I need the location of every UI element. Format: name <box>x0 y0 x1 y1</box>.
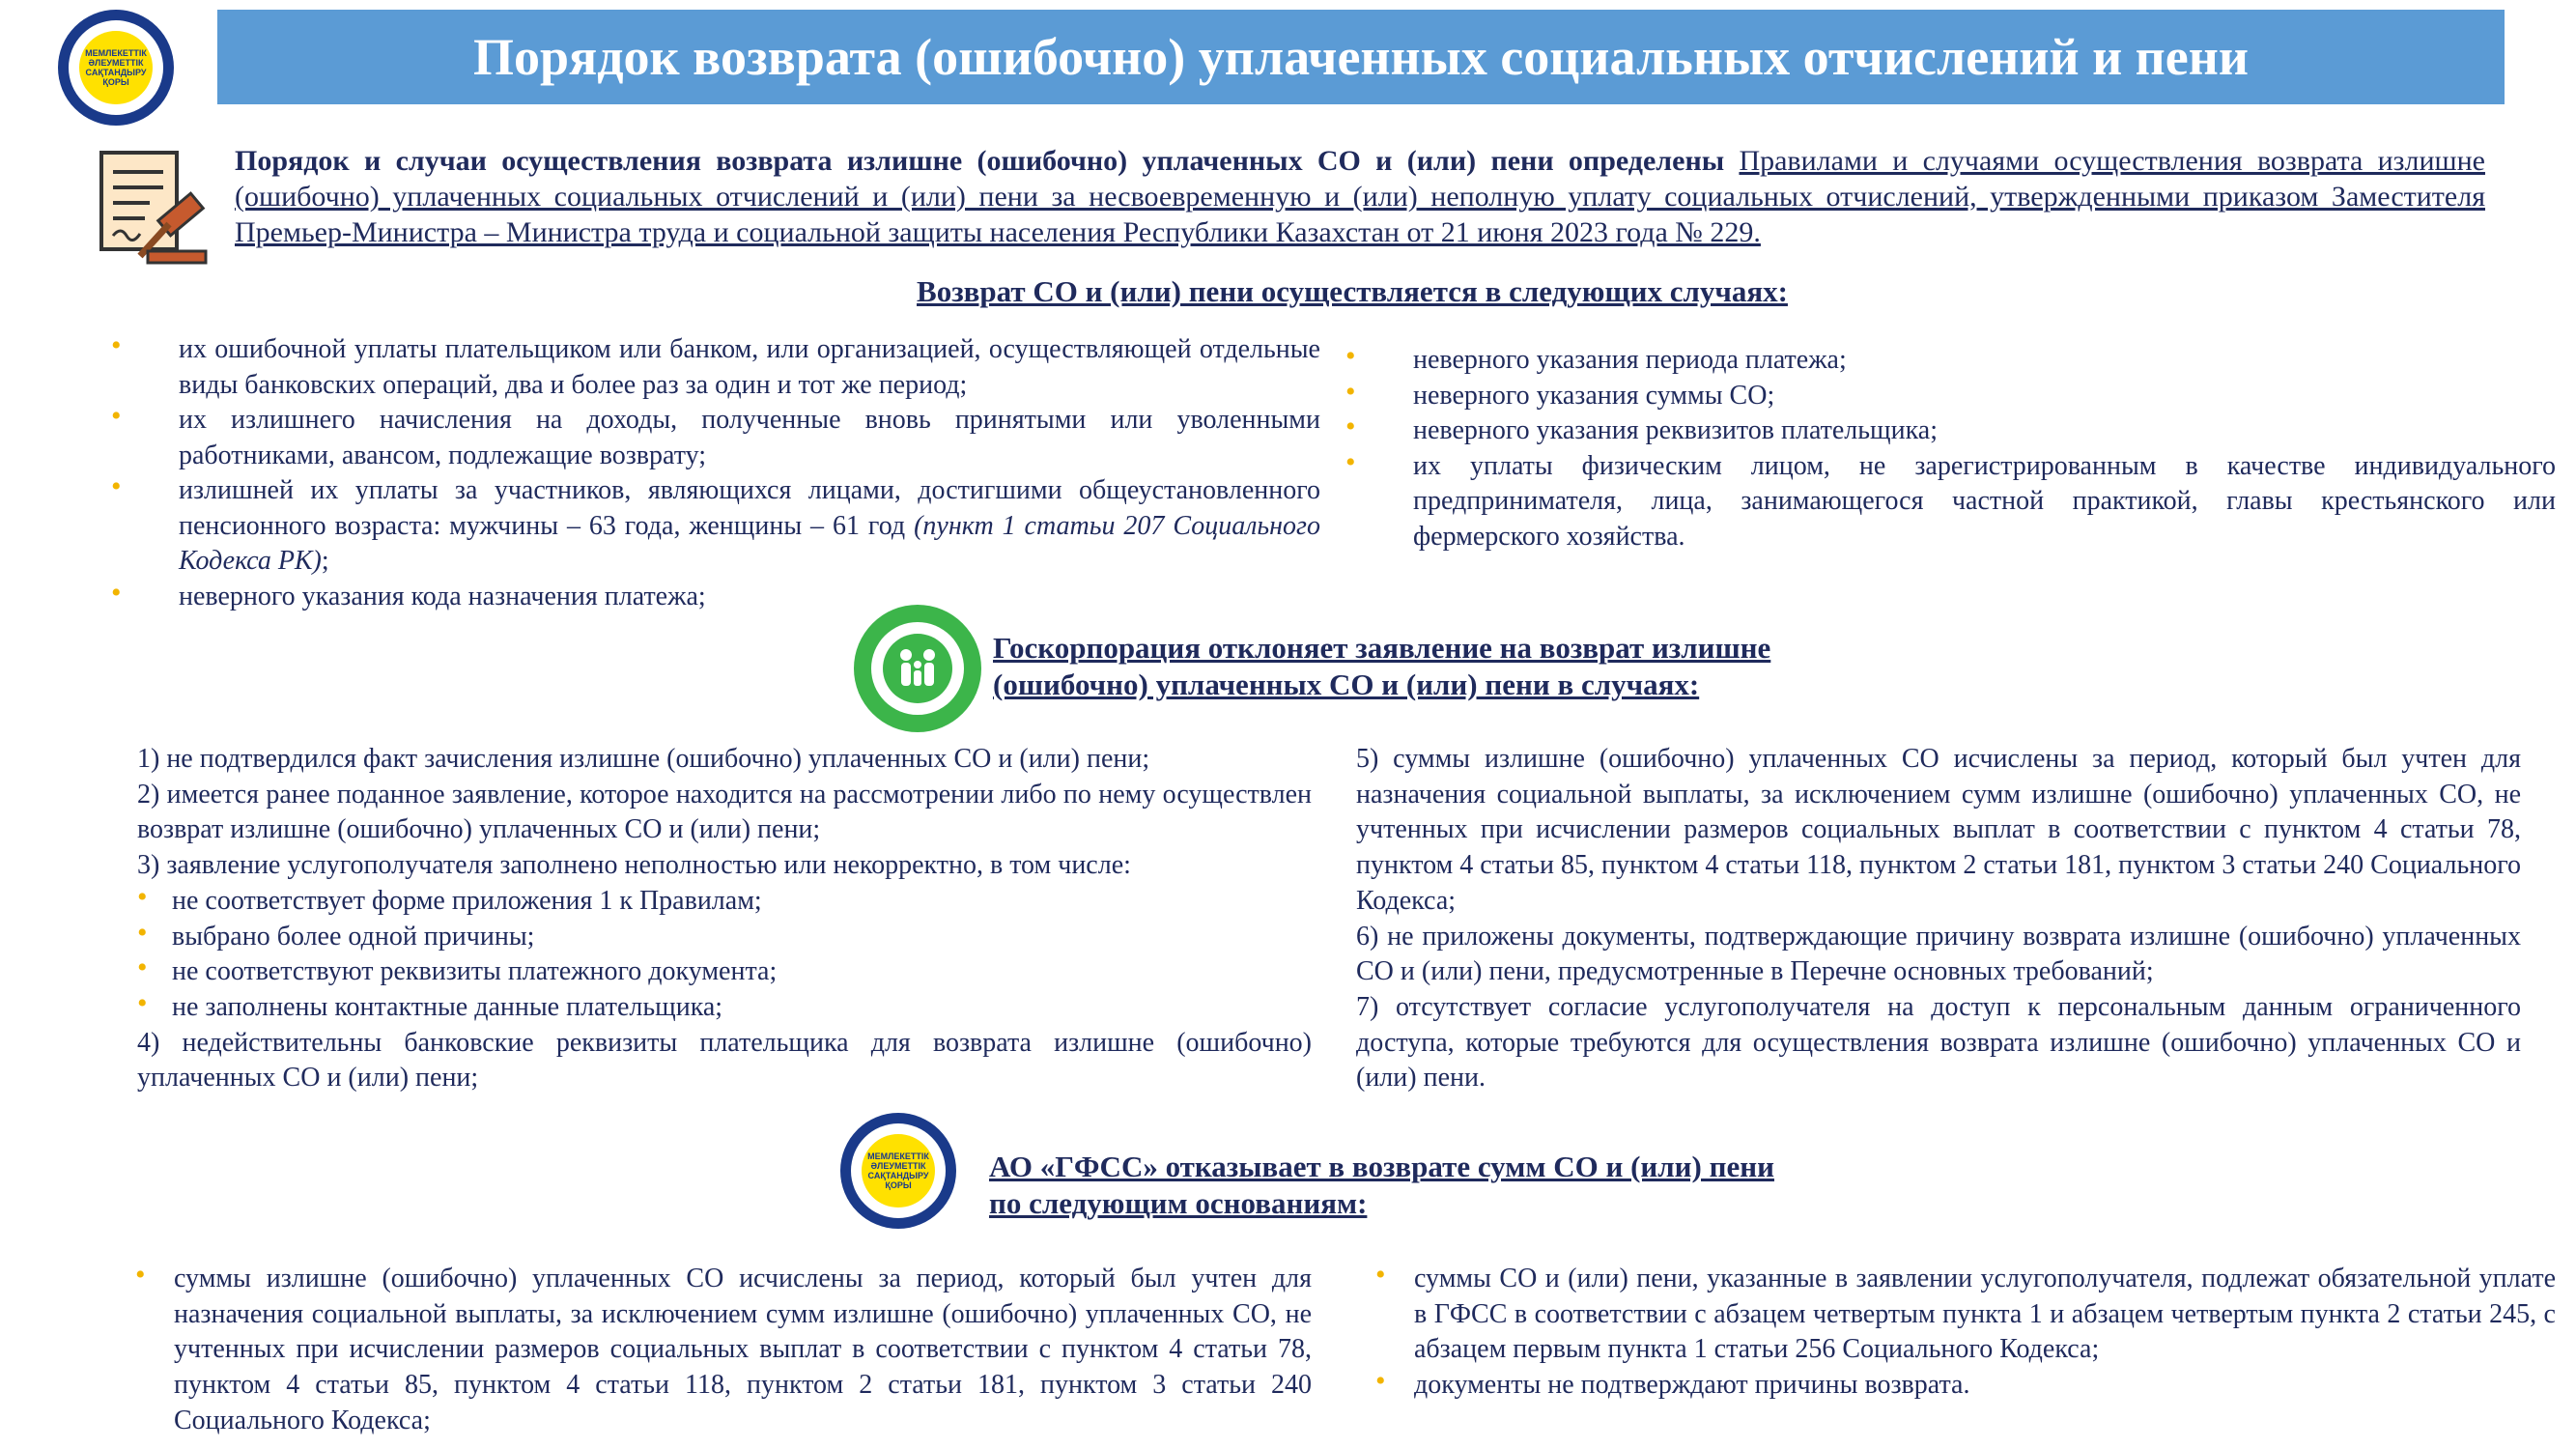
cases-left-list <box>111 332 1320 614</box>
gfss-left-list <box>135 1262 1312 1439</box>
reject-title-line1: Госкорпорация отклоняет заявление на возврат излишне <box>993 631 1771 665</box>
reject-title-line2: (ошибочно) уплаченных СО и (или) пени в случаях: <box>993 668 1700 701</box>
list-item: • неверного указания кода назначения платежа; <box>111 580 1320 615</box>
cases-title <box>0 273 2576 310</box>
gfss-right-list <box>1375 1262 2556 1404</box>
cases-title-text: Возврат СО и (или) пени осуществляется в следующих случаях: <box>917 274 1788 308</box>
list-item: • их уплаты физическим лицом, не зарегистрированным в качестве индивидуального предпринимателя, лица, занимающегося частной практикой, главы крестьянского или фермерского хозяйства. <box>1345 449 2556 555</box>
page-title-text: Порядок возврата (ошибочно) уплаченных социальных отчислений и пени <box>472 28 2249 86</box>
fund-logo <box>58 10 174 126</box>
list-item: • не соответствует форме приложения 1 к Правилам; <box>137 884 1312 920</box>
list-item: • их ошибочной уплаты плательщиком или банком, или организацией, осуществляющей отдельные виды банковских операций, два и более раз за один и тот же период; <box>111 332 1320 403</box>
list-item: • их излишнего начисления на доходы, полученные вновь принятыми или уволенными работниками, авансом, подлежащие возврату; <box>111 403 1320 473</box>
list-item: • документы не подтверждают причины возврата. <box>1375 1368 2556 1404</box>
list-item: • суммы СО и (или) пени, указанные в заявлении услугополучателя, подлежат обязательной уплате в ГФСС в соответствии с абзацем четвертым пункта 1 и абзацем четвертым пункта 2 статьи 245, с абзацем первым пункта 1 статьи 256 Социального Кодекса; <box>1375 1262 2556 1368</box>
list-item: 5) суммы излишне (ошибочно) уплаченных СО исчислены за период, который был учтен для назначения социальной выплаты, за исключением сумм излишне (ошибочно) уплаченных СО, не учтенных при исчислении размеров социальных выплат в соответствии с пунктом 4 статьи 78, пунктом 4 статьи 85, пунктом 4 статьи 118, пунктом 2 статьи 181, пунктом 3 статьи 240 Социального Кодекса; <box>1356 744 2521 916</box>
gfss-title-line2: по следующим основаниям: <box>989 1186 1368 1220</box>
list-item: • неверного указания периода платежа; <box>1345 343 2556 379</box>
list-item: 3) заявление услугополучателя заполнено неполностью или некорректно, в том числе: <box>137 850 1131 881</box>
gfss-title-line1: АО «ГФСС» отказывает в возврате сумм СО и (или) пени <box>989 1150 1774 1183</box>
cases-right-list <box>1345 343 2556 554</box>
intro-bold-text: Порядок и случаи осуществления возврата излишне (ошибочно) уплаченных СО и (или) пени определены <box>235 145 1740 177</box>
list-item: 1) не подтвердился факт зачисления излишне (ошибочно) уплаченных СО и (или) пени; <box>137 744 1150 774</box>
list-item: 4) недействительны банковские реквизиты плательщика для возврата излишне (ошибочно) уплаченных СО и (или) пени; <box>137 1027 1312 1094</box>
list-item: 6) не приложены документы, подтверждающие причину возврата излишне (ошибочно) уплаченных СО и (или) пени, предусмотренные в Перечне основных требований; <box>1356 921 2521 987</box>
list-item: • не соответствуют реквизиты платежного документа; <box>137 954 1312 990</box>
list-item: 2) имеется ранее поданное заявление, которое находится на рассмотрении либо по нему осуществлен возврат излишне (ошибочно) уплаченных СО и (или) пени; <box>137 779 1312 845</box>
gov-corporation-logo <box>854 605 981 732</box>
fund-logo-text: МЕМЛЕКЕТТІК ӘЛЕУМЕТТІК САҚТАНДЫРУ ҚОРЫ <box>79 31 153 104</box>
list-item: • неверного указания реквизитов плательщика; <box>1345 413 2556 449</box>
list-item: • не заполнены контактные данные плательщика; <box>137 990 1312 1026</box>
family-icon <box>879 630 956 707</box>
document-gavel-icon <box>92 145 217 270</box>
page-title <box>217 10 2505 104</box>
list-item: • суммы излишне (ошибочно) уплаченных СО исчислены за период, который был учтен для назначения социальной выплаты, за исключением сумм излишне (ошибочно) уплаченных СО, не учтенных при исчислении размеров социальных выплат в соответствии с пунктом 4 статьи 78, пунктом 4 статьи 85, пунктом 4 статьи 118, пунктом 2 статьи 181, пунктом 3 статьи 240 Социального Кодекса; <box>135 1262 1312 1439</box>
intro-paragraph <box>235 143 2485 250</box>
rules-link[interactable]: Правилами и случаями осуществления возврата излишне (ошибочно) уплаченных социальных отчислений и (или) пени за несвоевременную и (или) неполную уплату социальных отчислений, утвержденными приказом Заместителя Премьер-Министра – Министра труда и социальной защиты населения Республики Казахстан от 21 июня 2023 года № 229. <box>235 145 2485 248</box>
reject-left-list <box>137 742 1312 1096</box>
gfss-logo <box>840 1113 956 1229</box>
reject-title <box>993 630 1959 703</box>
list-item: • выбрано более одной причины; <box>137 920 1312 955</box>
reject-right-list <box>1356 742 2521 1096</box>
gfss-title <box>989 1149 1955 1222</box>
list-item: • неверного указания суммы СО; <box>1345 379 2556 414</box>
code-reference: (пункт 1 статьи 207 Социального Кодекса РК) <box>179 510 1320 576</box>
list-item: • излишней их уплаты за участников, являющихся лицами, достигшими общеустановленного пенсионного возраста: мужчины – 63 года, женщины – 61 год (пункт 1 статьи 207 Социального Кодекса РК); <box>111 473 1320 580</box>
list-item: 7) отсутствует согласие услугополучателя на доступ к персональным данным ограниченного доступа, которые требуются для осуществления возврата излишне (ошибочно) уплаченных СО и (или) пени. <box>1356 991 2521 1094</box>
gfss-logo-text: МЕМЛЕКЕТТІК ӘЛЕУМЕТТІК САҚТАНДЫРУ ҚОРЫ <box>862 1134 935 1208</box>
